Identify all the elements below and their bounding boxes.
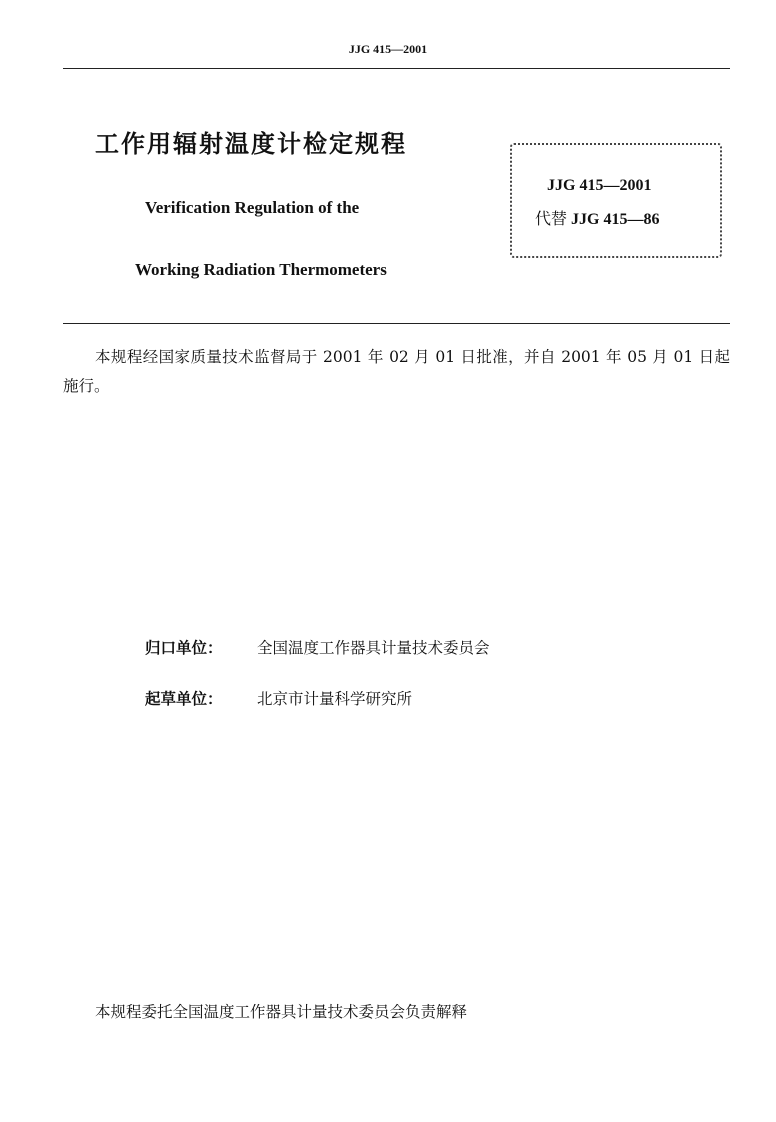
replaces-code-line	[535, 206, 659, 229]
replaces-prefix: 代替	[535, 211, 568, 228]
drafting-unit-value: 北京市计量科学研究所	[257, 690, 413, 708]
approval-statement: 本规程经国家质量技术监督局于 2001 年 02 月 01 日批准，并自 2001 年 05 月 01 日起施行。	[63, 348, 730, 395]
drafting-unit-label: 起草单位：	[145, 690, 223, 708]
running-header: JJG 415—2001	[348, 42, 428, 56]
interpretation-note: 本规程委托全国温度工作器具计量技术委员会负责解释	[95, 1003, 468, 1021]
title-english-line1: Verification Regulation of the	[145, 198, 360, 217]
regulation-code: JJG 415—2001	[547, 177, 652, 194]
title-english-line2: Working Radiation Thermometers	[135, 260, 387, 279]
title-rule	[63, 323, 730, 324]
responsible-unit-value: 全国温度工作器具计量技术委员会	[257, 639, 490, 657]
replaces-code: JJG 415—86	[571, 211, 660, 228]
header-rule	[63, 68, 730, 69]
responsible-unit-label: 归口单位：	[145, 639, 223, 657]
regulation-code-box	[510, 143, 722, 258]
title-chinese: 工作用辐射温度计检定规程	[95, 130, 407, 158]
